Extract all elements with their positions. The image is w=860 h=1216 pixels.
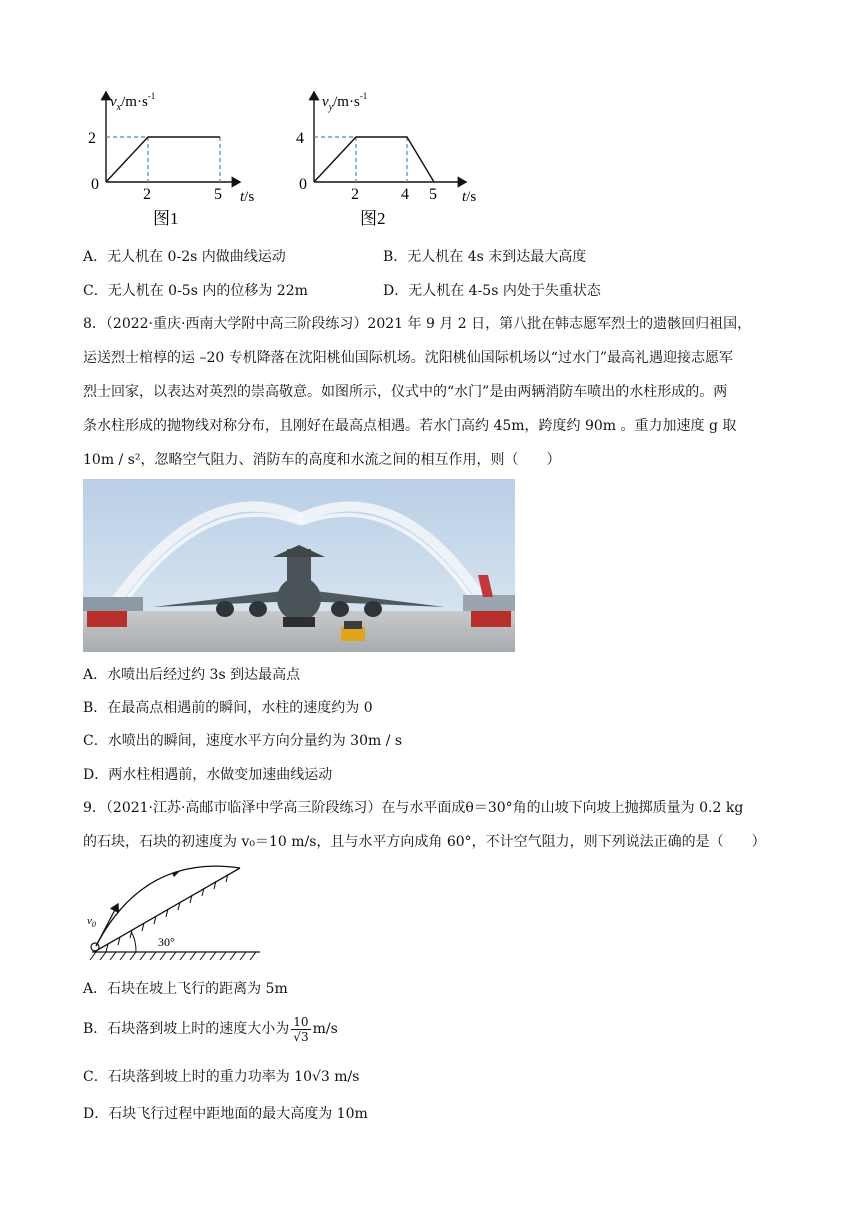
slope-diagram <box>84 862 264 966</box>
q8-option-b: B．在最高点相遇前的瞬间，水柱的速度约为 0 <box>83 700 373 716</box>
fig2-graph <box>296 91 476 228</box>
q9-stem-line2: 的石块，石块的初速度为 v₀＝10 m/s，且与水平方向成角 60°，不计空气阻力，则下列说法正确的是（ ） <box>83 834 766 850</box>
q9-option-b-fraction: $\frac{10}{√3}$ <box>293 1014 309 1044</box>
water-gate-photo <box>83 479 515 652</box>
vt-graphs <box>80 84 500 234</box>
q9-option-b-unit: m/s <box>312 1021 338 1037</box>
q9-option-b <box>83 1012 338 1046</box>
fig1-caption: 图1 <box>153 209 179 228</box>
q9-option-a: A．石块在坡上飞行的距离为 5m <box>83 981 288 997</box>
q9-option-d: D．石块飞行过程中距地面的最大高度为 10m <box>83 1106 368 1122</box>
fig1-y-tick: 2 <box>88 130 96 147</box>
q8-option-d: D．两水柱相遇前，水做变加速曲线运动 <box>83 767 333 783</box>
fig1-graph <box>88 91 254 228</box>
q8-option-a: A．水喷出后经过约 3s 到达最高点 <box>83 667 301 683</box>
fig1-xlabel: t/s <box>240 189 255 205</box>
q8-stem-line4: 条水柱形成的抛物线对称分布，且刚好在最高点相遇。若水门高约 45m，跨度约 90m 。重力加速度 g 取 <box>83 418 737 434</box>
slope-angle-label: 30° <box>158 935 175 949</box>
stone <box>91 943 99 951</box>
fig1-series-line <box>106 137 220 182</box>
q8-stem-line2: 运送烈士棺椁的运 –20 专机降落在沈阳桃仙国际机场。沈阳桃仙国际机场以“过水门”最高礼遇迎接志愿军 <box>83 350 734 366</box>
q7-option-c: C．无人机在 0-5s 内的位移为 22m <box>83 283 308 299</box>
q9-option-c: C．石块落到坡上时的重力功率为 10√3 m/s <box>83 1069 360 1085</box>
q7-option-d: D．无人机在 4-5s 内处于失重状态 <box>383 283 601 299</box>
fig2-x-tick-5: 5 <box>429 186 437 203</box>
q7-option-a: A．无人机在 0-2s 内做曲线运动 <box>83 249 286 265</box>
q8-stem-line1: 8．（2022·重庆·西南大学附中高三阶段练习）2021 年 9 月 2 日，第八批在韩志愿军烈士的遗骸回归祖国， <box>83 316 752 332</box>
fig2-x-tick-4: 4 <box>401 186 409 203</box>
fig2-xlabel: t/s <box>462 189 477 205</box>
q9-option-b-text: B．石块落到坡上时的速度大小为 <box>83 1021 290 1037</box>
fig2-series-line <box>314 137 434 182</box>
q9-stem-line1: 9．（2021·江苏·高邮市临泽中学高三阶段练习）在与水平面成θ＝30°角的山坡下向坡上抛掷质量为 0.2 kg <box>83 800 744 816</box>
fig2-origin: 0 <box>299 176 307 193</box>
fig1-origin: 0 <box>91 176 99 193</box>
fig1-ylabel: $v_x/m\cdot s^{-1}$ <box>110 91 156 113</box>
fig2-x-tick-2: 2 <box>351 186 359 203</box>
q8-option-c: C．水喷出的瞬间，速度水平方向分量约为 30m / s <box>83 733 403 749</box>
q8-stem-line3: 烈士回家，以表达对英烈的崇高敬意。如图所示，仪式中的“水门”是由两辆消防车喷出的水柱形成的。两 <box>83 384 728 400</box>
v0-label: $v_0$ <box>87 915 96 929</box>
fig2-caption: 图2 <box>360 209 386 228</box>
fig1-x-tick-5: 5 <box>214 186 222 203</box>
fig1-x-tick-2: 2 <box>143 186 151 203</box>
q8-stem-line5: 10m / s²，忽略空气阻力、消防车的高度和水流之间的相互作用，则（ ） <box>83 452 561 468</box>
fig2-y-tick: 4 <box>296 130 304 147</box>
fig2-ylabel: $v_y/m\cdot s^{-1}$ <box>322 91 368 113</box>
q7-option-b: B．无人机在 4s 末到达最大高度 <box>383 249 587 265</box>
